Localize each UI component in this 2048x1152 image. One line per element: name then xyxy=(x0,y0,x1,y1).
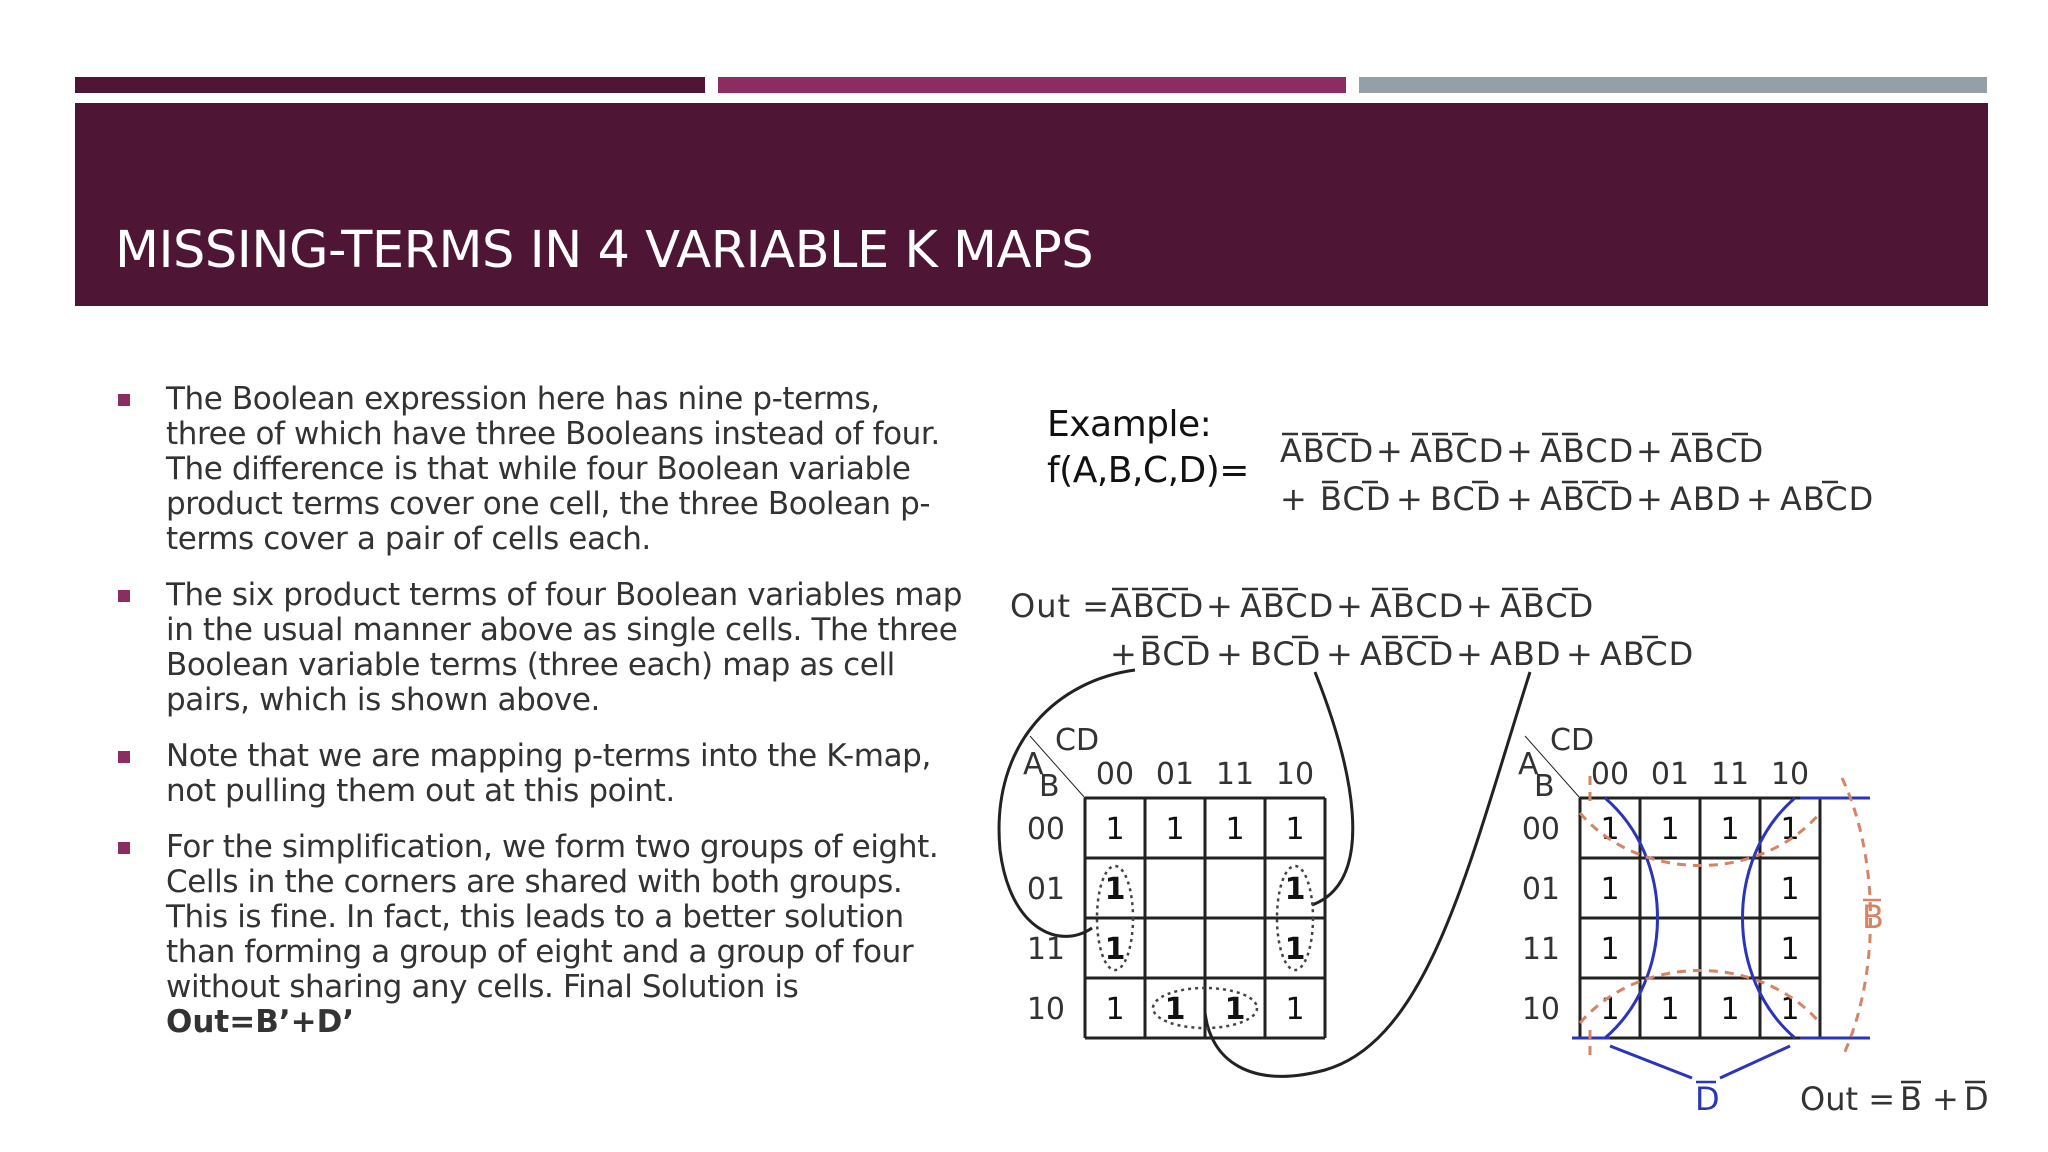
plus-sign: + xyxy=(1636,480,1664,518)
var-b-label: B xyxy=(1534,769,1555,804)
plus-sign: + xyxy=(1280,480,1308,518)
out-term: ABCD xyxy=(1240,587,1335,625)
function-signature: f(A,B,C,D)= xyxy=(1047,450,1249,491)
plus-sign: + xyxy=(1110,635,1138,673)
kmap-cell: 1 xyxy=(1224,992,1246,1027)
plus-sign: + xyxy=(1506,432,1534,470)
kmap-cell: 1 xyxy=(1105,812,1125,847)
kmap-cell: 1 xyxy=(1660,812,1680,847)
kmap-cell: 1 xyxy=(1780,812,1800,847)
bullet-text: The six product terms of four Boolean variables map in the usual manner above as single cells. The three Boolean variable terms (three each) map as cell pairs, which is shown above. xyxy=(166,577,962,718)
var-cd-label: CD xyxy=(1550,723,1595,758)
row-header: 01 xyxy=(1521,872,1560,907)
kmap-cell: 1 xyxy=(1105,992,1125,1027)
var-a-label: A xyxy=(1518,747,1539,782)
out-term: ABCD xyxy=(1370,587,1465,625)
kmap-cell: 1 xyxy=(1104,932,1126,967)
final-solution: Out=B’+D’ xyxy=(166,1004,355,1040)
blue-pointer xyxy=(1610,1046,1692,1078)
kmap-cell: 1 xyxy=(1600,992,1620,1027)
kmap-cell: 1 xyxy=(1164,992,1186,1027)
bullet-text: The Boolean expression here has nine p-terms, three of which have three Booleans instead of four. The difference is that while four Boolean variable product terms cover one cell, the three Boolean p-terms cover a pair of cells each. xyxy=(166,381,940,557)
var-cd-label: CD xyxy=(1055,723,1100,758)
out-term: ABCD xyxy=(1600,635,1695,673)
plus-sign: + xyxy=(1456,635,1484,673)
column-header: 11 xyxy=(1215,757,1255,792)
example-term: BCD xyxy=(1320,480,1392,518)
plus-sign: + xyxy=(1636,432,1664,470)
final-plus: + xyxy=(1932,1080,1959,1118)
column-header: 01 xyxy=(1650,757,1690,792)
example-term: ABCD xyxy=(1540,480,1635,518)
plus-sign: + xyxy=(1326,635,1354,673)
plus-sign: + xyxy=(1396,480,1424,518)
kmap-cell: 1 xyxy=(1600,872,1620,907)
kmap-cell: 1 xyxy=(1104,872,1126,907)
example-term: ABD xyxy=(1670,480,1742,518)
kmap-cell: 1 xyxy=(1780,872,1800,907)
row-header: 01 xyxy=(1026,872,1065,907)
row-header: 11 xyxy=(1026,932,1065,967)
out-term: BCD xyxy=(1250,635,1322,673)
example-heading: Example: xyxy=(1047,404,1212,445)
plus-sign: + xyxy=(1376,432,1404,470)
column-header: 10 xyxy=(1275,757,1315,792)
b-complement-label: B xyxy=(1862,898,1884,936)
row-header: 11 xyxy=(1521,932,1560,967)
row-header: 00 xyxy=(1521,812,1560,847)
final-d-term: D xyxy=(1964,1080,1989,1118)
example-term: ABCD xyxy=(1410,432,1505,470)
kmap-cell: 1 xyxy=(1284,932,1306,967)
example-term: ABCD xyxy=(1780,480,1875,518)
var-a-label: A xyxy=(1023,747,1044,782)
example-term: BCD xyxy=(1430,480,1502,518)
plus-sign: + xyxy=(1746,480,1774,518)
example-term: ABCD xyxy=(1280,432,1375,470)
out-term: ABCD xyxy=(1360,635,1455,673)
kmap-cell: 1 xyxy=(1284,872,1306,907)
kmap-cell: 1 xyxy=(1600,812,1620,847)
kmap-cell: 1 xyxy=(1780,992,1800,1027)
column-header: 00 xyxy=(1590,757,1630,792)
connector-bcd-2 xyxy=(1312,672,1353,905)
kmap-cell: 1 xyxy=(1285,812,1305,847)
out-term: BCD xyxy=(1140,635,1212,673)
example-term: ABCD xyxy=(1540,432,1635,470)
d-complement-label: D xyxy=(1695,1080,1720,1118)
example-term: ABCD xyxy=(1670,432,1765,470)
kmap-cell: 1 xyxy=(1285,992,1305,1027)
bullet-text: For the simplification, we form two groups of eight. Cells in the corners are shared with both groups. This is fine. In fact, this leads to a better solution than forming a group of eight and a group of four without sharing any cells. Final Solution is xyxy=(166,829,939,1005)
plus-sign: + xyxy=(1216,635,1244,673)
right-kmap xyxy=(1518,723,1820,1038)
out-term: ABD xyxy=(1490,635,1562,673)
kmap-cell: 1 xyxy=(1780,932,1800,967)
plus-sign: + xyxy=(1466,587,1494,625)
plus-sign: + xyxy=(1506,480,1534,518)
bullet-text: Note that we are mapping p-terms into the K-map, not pulling them out at this point. xyxy=(166,738,931,809)
blue-pointer xyxy=(1720,1046,1790,1078)
out-label: Out = xyxy=(1010,587,1110,625)
row-header: 10 xyxy=(1521,992,1560,1027)
column-header: 00 xyxy=(1095,757,1135,792)
out-term: ABCD xyxy=(1110,587,1205,625)
final-out-label: Out = xyxy=(1800,1080,1895,1118)
kmap-cell: 1 xyxy=(1225,812,1245,847)
plus-sign: + xyxy=(1336,587,1364,625)
column-header: 01 xyxy=(1155,757,1195,792)
kmap-cell: 1 xyxy=(1660,992,1680,1027)
final-b-term: B xyxy=(1900,1080,1922,1118)
kmap-cell: 1 xyxy=(1720,992,1740,1027)
var-b-label: B xyxy=(1039,769,1060,804)
row-header: 00 xyxy=(1026,812,1065,847)
kmap-cell: 1 xyxy=(1600,932,1620,967)
row-header: 10 xyxy=(1026,992,1065,1027)
plus-sign: + xyxy=(1206,587,1234,625)
out-term: ABCD xyxy=(1500,587,1595,625)
slide-title: MISSING-TERMS IN 4 VARIABLE K MAPS xyxy=(115,221,1094,280)
plus-sign: + xyxy=(1566,635,1594,673)
kmap-cell: 1 xyxy=(1165,812,1185,847)
kmap-cell: 1 xyxy=(1720,812,1740,847)
column-header: 10 xyxy=(1770,757,1810,792)
column-header: 11 xyxy=(1710,757,1750,792)
